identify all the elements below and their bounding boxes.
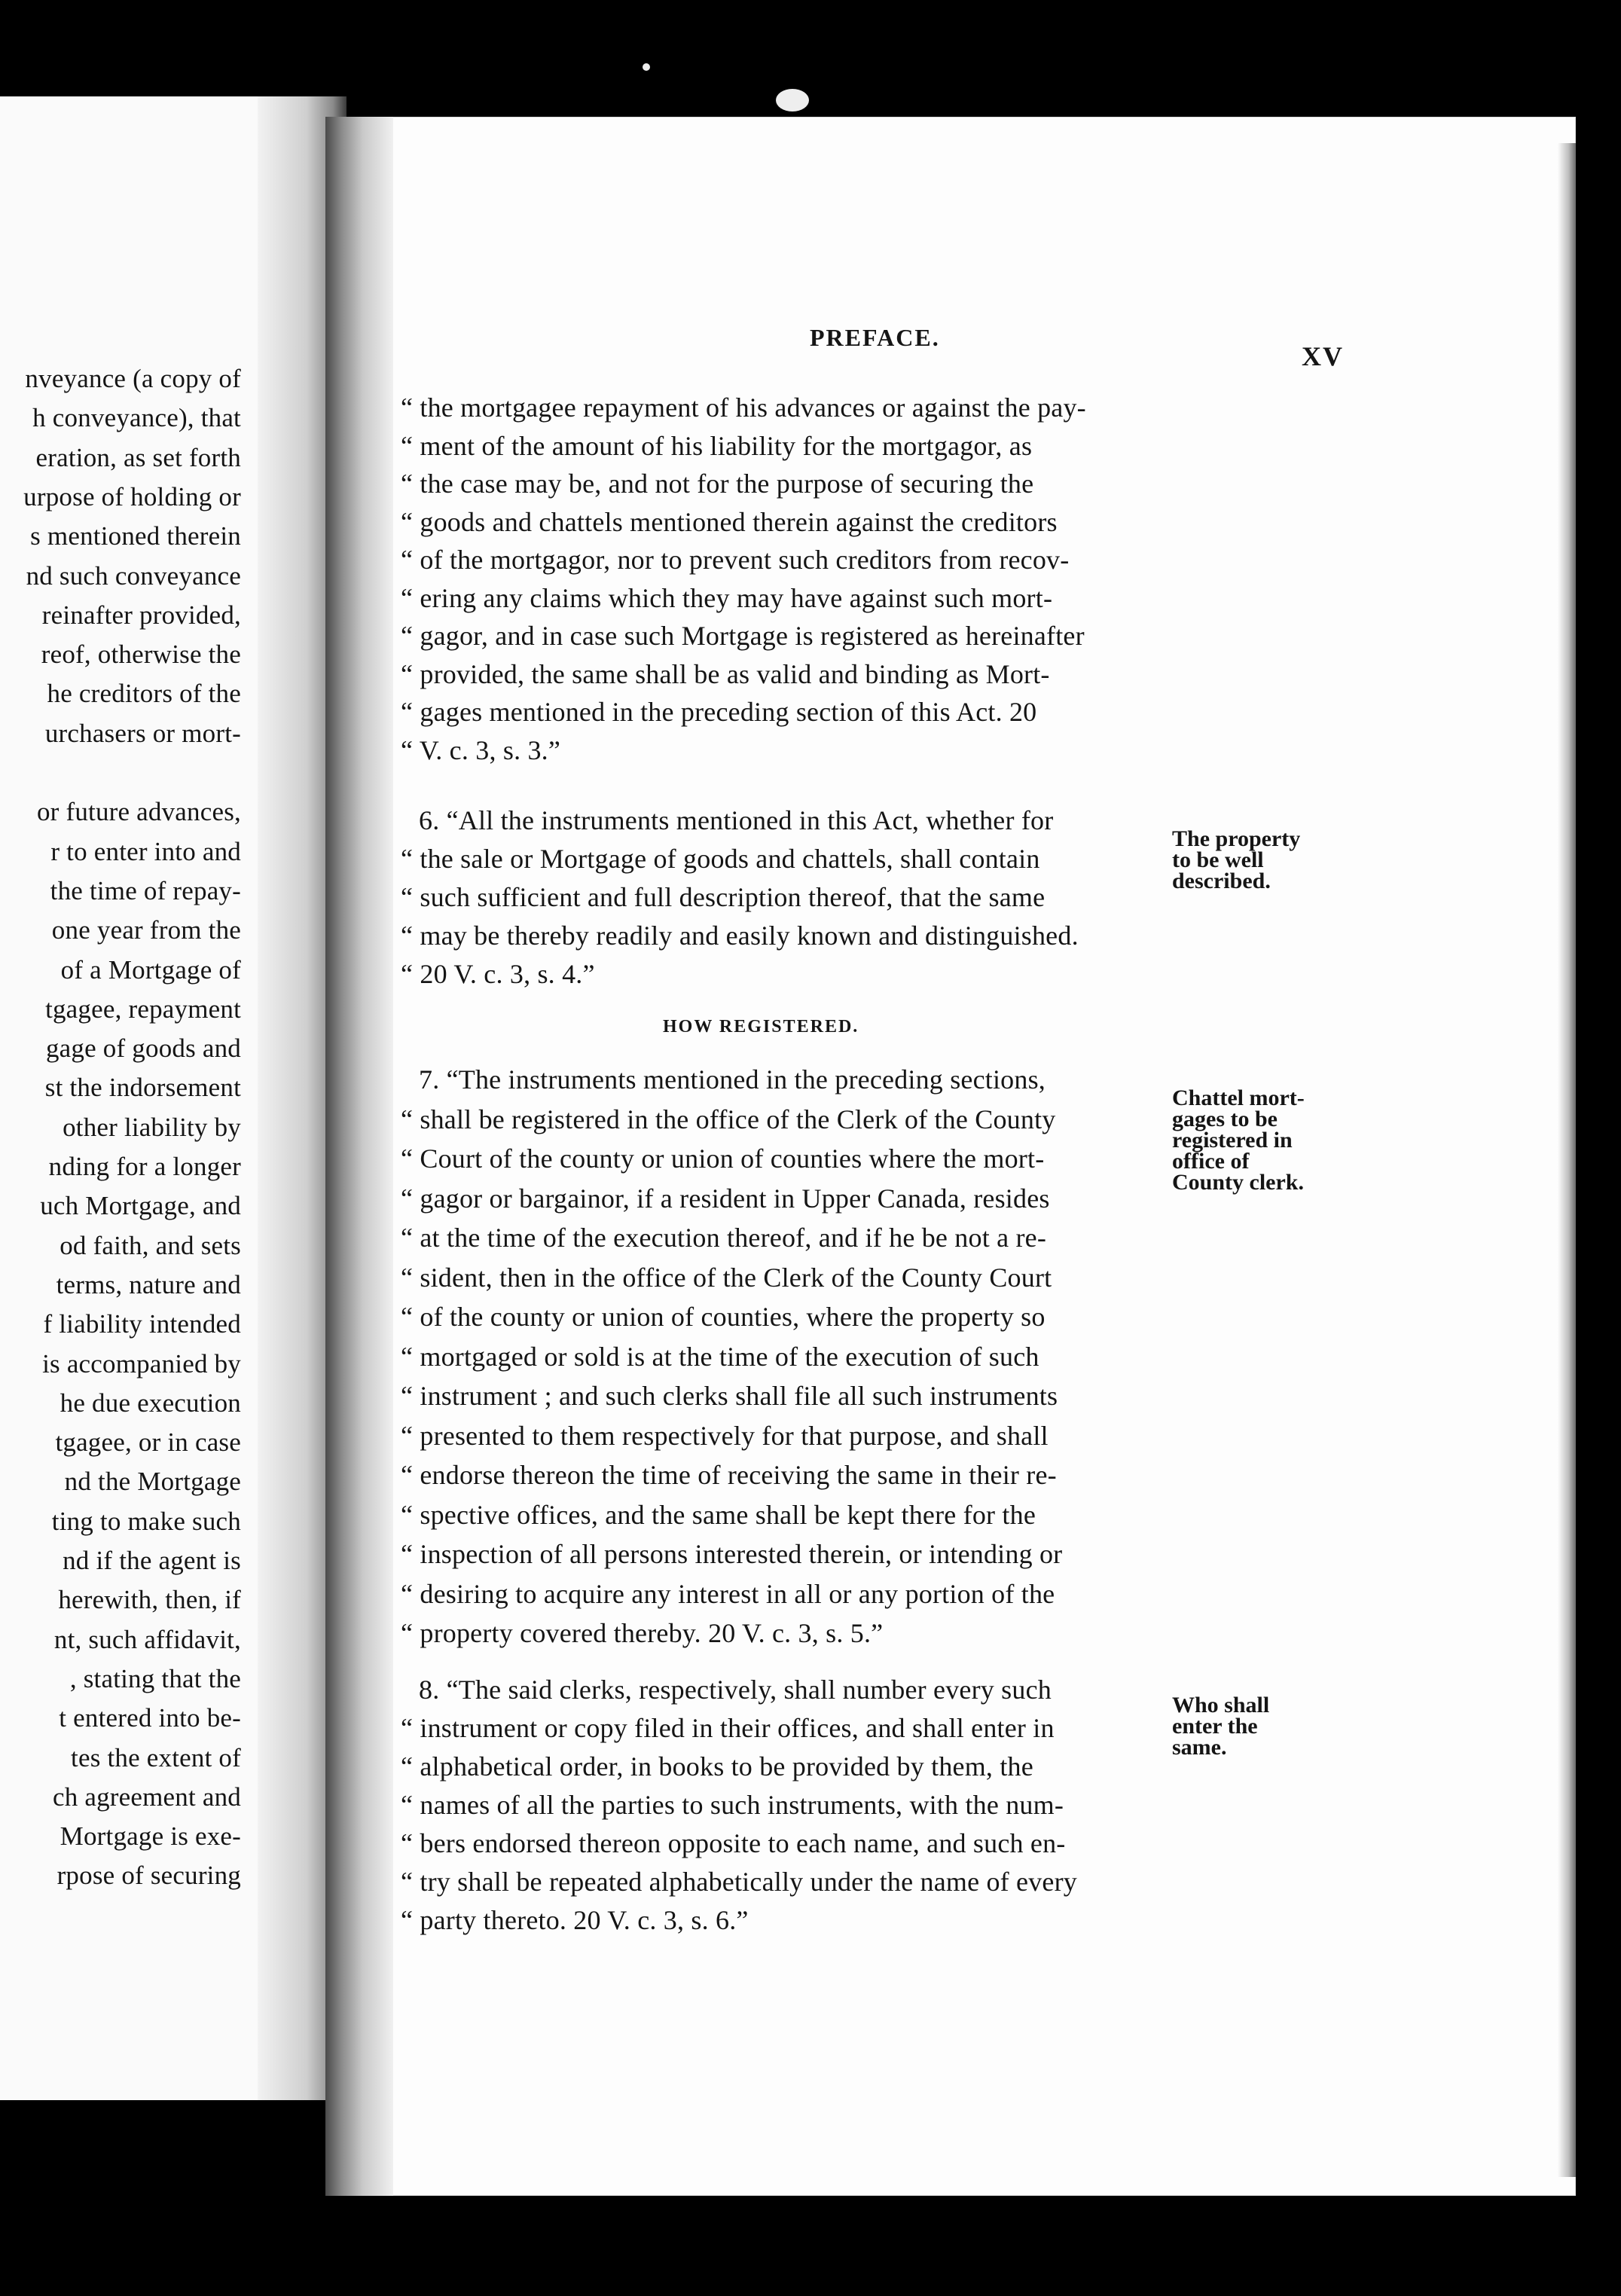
text-line: “ property covered thereby. 20 V. c. 3, s. 5.”: [401, 1618, 884, 1648]
left-page-line: nveyance (a copy of: [25, 364, 241, 393]
left-page-line: tgagee, repayment: [45, 994, 241, 1024]
left-page-line: other liability by: [63, 1112, 241, 1142]
left-page-line: f liability intended: [43, 1309, 241, 1339]
text-line: “ provided, the same shall be as valid and binding as Mort-: [401, 658, 1050, 689]
text-line: “ inspection of all persons interested therein, or intending or: [401, 1539, 1063, 1569]
text-line: “ gagor or bargainor, if a resident in Upper Canada, resides: [401, 1183, 1050, 1214]
left-page-line: nd if the agent is: [63, 1546, 241, 1575]
left-page-line: urpose of holding or: [23, 481, 241, 511]
text-line: “ endorse thereon the time of receiving the same in their re-: [401, 1460, 1057, 1490]
text-line: “ the mortgagee repayment of his advances or against the pay-: [401, 392, 1086, 423]
left-page-line: nd such conveyance: [26, 560, 241, 591]
left-page-line: of a Mortgage of: [60, 954, 241, 985]
running-head: PREFACE.: [810, 324, 940, 351]
left-page-line: terms, nature and: [56, 1269, 241, 1299]
paper-speck: [643, 63, 650, 71]
margin-note-section-7: [1172, 1085, 1305, 1195]
text-line: “ the sale or Mortgage of goods and chattels, shall contain: [401, 844, 1040, 874]
text-line: “ may be thereby readily and easily known and distinguished.: [401, 921, 1079, 951]
left-page-line: nt, such affidavit,: [53, 1624, 241, 1654]
left-page-line: he creditors of the: [47, 679, 241, 709]
left-page-line: od faith, and sets: [60, 1230, 241, 1260]
text-line: “ goods and chattels mentioned therein against the creditors: [401, 506, 1058, 537]
left-page-line: reof, otherwise the: [41, 640, 241, 670]
text-line: “ presented to them respectively for that purpose, and shall: [401, 1420, 1049, 1451]
text-line: “ gagor, and in case such Mortgage is registered as hereinafter: [401, 621, 1085, 651]
left-page-line: , stating that the: [69, 1663, 241, 1693]
text-line: 7. “The instruments mentioned in the preceding sections,: [419, 1064, 1046, 1095]
paper-speck: [776, 89, 809, 111]
margin-note-line: office of: [1172, 1149, 1250, 1174]
text-line: “ shall be registered in the office of the Clerk of the County: [401, 1104, 1056, 1134]
left-page-line: ting to make such: [51, 1506, 241, 1536]
left-page-line: t entered into be-: [59, 1703, 241, 1733]
margin-note-line: Who shall: [1172, 1693, 1270, 1717]
margin-note-section-8: [1172, 1695, 1269, 1758]
left-page-line: or future advances,: [36, 797, 241, 827]
margin-note-section-6: [1172, 826, 1301, 893]
text-line: “ alphabetical order, in books to be provided by them, the: [401, 1751, 1033, 1782]
text-line: “ ering any claims which they may have against such mort-: [401, 582, 1053, 613]
left-page-line: gage of goods and: [45, 1034, 241, 1064]
left-page-line: one year from the: [51, 915, 241, 945]
margin-note-line: enter the: [1172, 1714, 1258, 1739]
margin-note-line: gages to be: [1172, 1107, 1278, 1131]
text-line: “ 20 V. c. 3, s. 4.”: [401, 959, 595, 989]
text-line: “ of the mortgagor, nor to prevent such creditors from recov-: [401, 545, 1070, 575]
left-page-line: r to enter into and: [50, 836, 241, 866]
section-heading: HOW REGISTERED.: [663, 1017, 859, 1037]
left-page-line: Mortgage is exe-: [60, 1821, 241, 1852]
margin-note-line: County clerk.: [1172, 1170, 1304, 1195]
page-number: XV: [1302, 341, 1344, 371]
text-line: “ mortgaged or sold is at the time of the execution of such: [401, 1341, 1039, 1372]
margin-note-line: The property: [1172, 826, 1301, 851]
left-page-line: tgagee, or in case: [55, 1427, 241, 1458]
margin-note-line: Chattel mort-: [1172, 1085, 1305, 1110]
text-line: “ try shall be repeated alphabetically under the name of every: [401, 1867, 1077, 1897]
margin-note-line: same.: [1172, 1735, 1227, 1760]
left-page-line: urchasers or mort-: [44, 718, 241, 748]
right-page-edge: [1558, 143, 1576, 2177]
left-page-line: ch agreement and: [52, 1782, 241, 1812]
text-line: “ the case may be, and not for the purpose of securing the: [401, 469, 1034, 499]
right-page-gutter-shadow: [325, 117, 393, 2196]
left-page-line: st the indorsement: [44, 1073, 241, 1103]
margin-note-line: registered in: [1172, 1128, 1293, 1153]
left-page-line: tes the extent of: [71, 1742, 241, 1772]
left-page-line: eration, as set forth: [35, 442, 241, 472]
text-line: “ party thereto. 20 V. c. 3, s. 6.”: [401, 1905, 749, 1935]
text-line: “ sident, then in the office of the Clerk of the County Court: [401, 1262, 1052, 1293]
text-line: “ names of all the parties to such instruments, with the num-: [401, 1790, 1064, 1820]
left-page-line: is accompanied by: [42, 1348, 241, 1379]
text-line: “ gages mentioned in the preceding section of this Act. 20: [401, 697, 1037, 727]
left-page-line: the time of repay-: [50, 875, 241, 905]
text-line: “ desiring to acquire any interest in all or any portion of the: [401, 1578, 1055, 1609]
text-line: “ such sufficient and full description thereof, that the same: [401, 882, 1046, 912]
left-page-line: he due execution: [60, 1388, 241, 1418]
text-line: “ instrument or copy filed in their offices, and shall enter in: [401, 1713, 1055, 1743]
left-page-line: nding for a longer: [48, 1152, 241, 1181]
left-page-line: h conveyance), that: [32, 403, 241, 433]
left-page-line: reinafter provided,: [41, 600, 241, 630]
text-line: “ bers endorsed thereon opposite to each name, and such en-: [401, 1828, 1066, 1858]
text-line: 6. “All the instruments mentioned in this Act, whether for: [419, 805, 1054, 835]
left-page-line: rpose of securing: [56, 1861, 241, 1891]
left-page-line: herewith, then, if: [58, 1585, 241, 1615]
margin-note-line: to be well: [1172, 847, 1264, 872]
text-line: “ Court of the county or union of counties where the mort-: [401, 1143, 1045, 1174]
text-line: 8. “The said clerks, respectively, shall number every such: [419, 1675, 1052, 1705]
left-page-line: nd the Mortgage: [64, 1467, 241, 1497]
text-line: “ ment of the amount of his liability for the mortgagor, as: [401, 430, 1033, 461]
left-page-line: uch Mortgage, and: [40, 1191, 241, 1221]
text-line: “ of the county or union of counties, where the property so: [401, 1302, 1046, 1332]
text-line: “ at the time of the execution thereof, and if he be not a re-: [401, 1223, 1047, 1253]
text-line: “ instrument ; and such clerks shall file all such instruments: [401, 1381, 1058, 1411]
text-line: “ V. c. 3, s. 3.”: [401, 734, 561, 765]
left-page-line: s mentioned therein: [30, 521, 241, 551]
margin-note-line: described.: [1172, 869, 1271, 893]
text-line: “ spective offices, and the same shall be kept there for the: [401, 1499, 1036, 1530]
